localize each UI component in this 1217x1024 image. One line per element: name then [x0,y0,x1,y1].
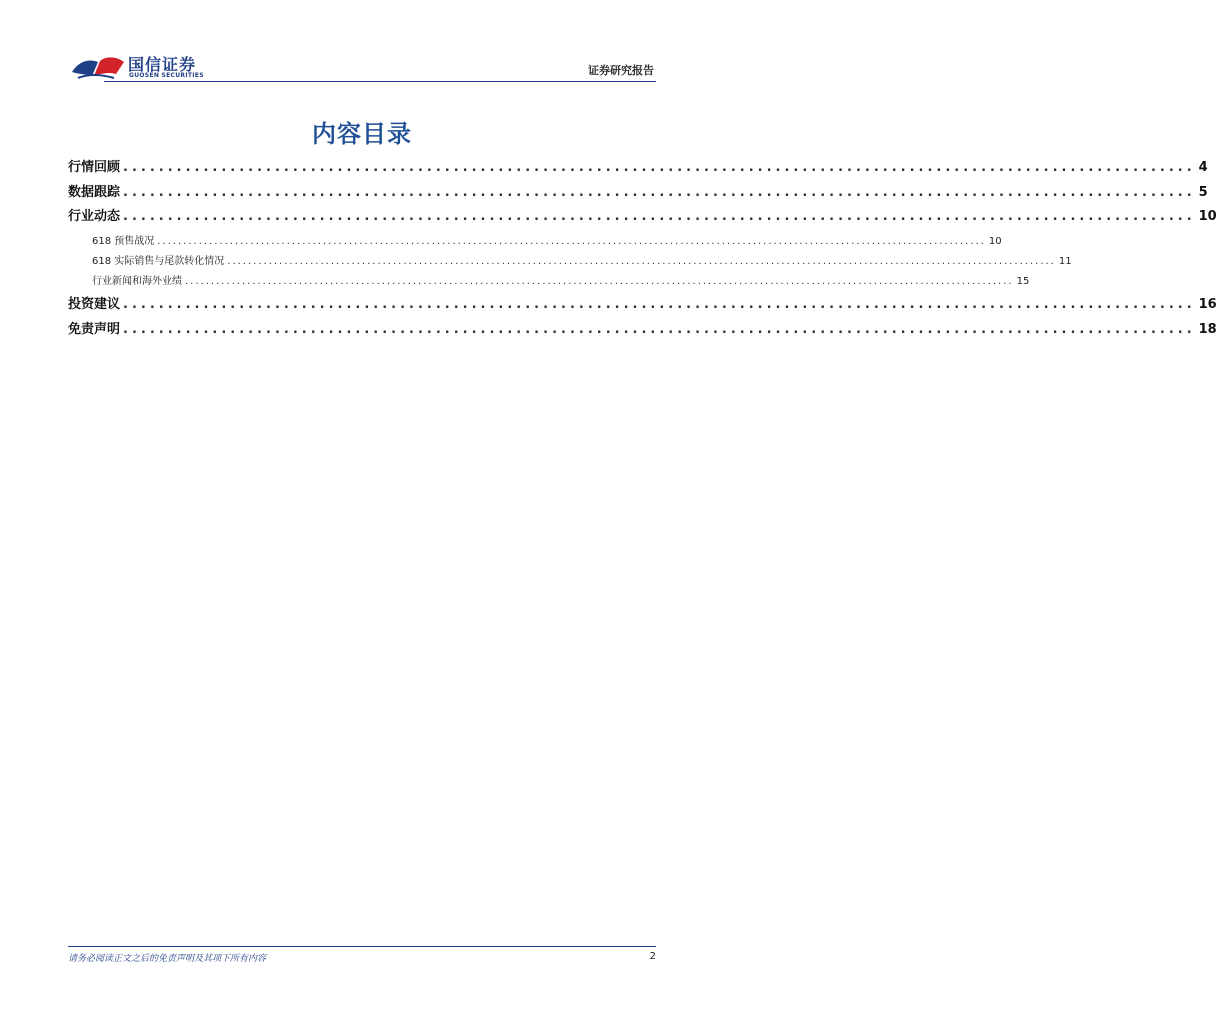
toc-page-number: 5 [1198,185,1208,200]
toc-entry-text: 行业动态 [68,209,121,224]
logo-english-name: GUOSEN SECURITIES [129,72,204,79]
header-divider [104,81,656,82]
toc-entry-industry-news[interactable] [92,272,1030,287]
toc-entry-text: 618 预售战况 [92,236,155,247]
toc-page-number: 4 [1198,160,1208,175]
toc-entry-text: 618 实际销售与尾款转化情况 [92,256,225,267]
page-header [68,50,656,84]
footer-disclaimer: 请务必阅读正文之后的免责声明及其项下所有内容 [68,954,267,964]
toc-page-number: 18 [1198,322,1217,337]
toc-entry-market-review[interactable] [68,156,1208,175]
guosen-logo [68,50,248,84]
guosen-logo-icon [70,52,126,82]
toc-entry-text: 数据跟踪 [68,185,121,200]
toc-entry-text: 行情回顾 [68,160,121,175]
toc-leader-dots: ........................................................................................................................ [123,322,1196,337]
toc-leader-dots: ................................................................................................................................................................ [185,276,1014,287]
toc-leader-dots: ........................................................................................................................ [123,160,1196,175]
toc-page-number: 10 [988,236,1002,247]
toc-title: 内容目录 [312,120,412,148]
toc-entry-investment-advice[interactable] [68,293,1217,312]
toc-leader-dots: ................................................................................................................................................................ [227,256,1056,267]
footer-divider [68,946,656,947]
toc-entry-data-tracking[interactable] [68,181,1208,200]
toc-leader-dots: ........................................................................................................................ [123,185,1196,200]
toc-entry-text: 投资建议 [68,297,121,312]
page-number: 2 [649,951,656,962]
toc-entry-618-actual-sales[interactable] [92,252,1072,267]
toc-entry-text: 免责声明 [68,322,121,337]
toc-leader-dots: ................................................................................................................................................................ [157,236,986,247]
toc-entry-disclaimer[interactable] [68,318,1217,337]
toc-page-number: 16 [1198,297,1217,312]
toc-entry-618-presale[interactable] [92,232,1002,247]
toc-page-number: 11 [1058,256,1072,267]
toc-entry-industry-dynamics[interactable] [68,205,1217,224]
logo-chinese-name: 国信证券 [128,55,197,74]
report-type-label: 证券研究报告 [588,64,654,77]
toc-entry-text: 行业新闻和海外业绩 [92,276,182,287]
toc-leader-dots: ........................................................................................................................ [123,297,1196,312]
toc-page-number: 10 [1198,209,1217,224]
toc-page-number: 15 [1016,276,1030,287]
toc-leader-dots: ........................................................................................................................ [123,209,1196,224]
